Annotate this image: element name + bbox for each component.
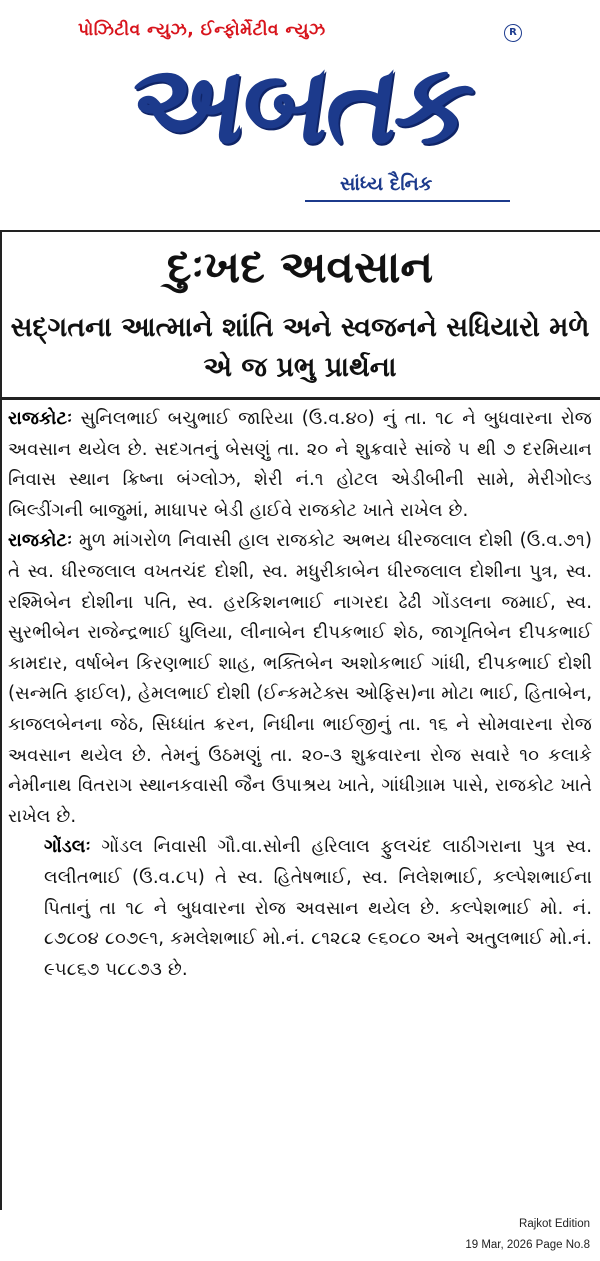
notice-text: ગોંડલ નિવાસી ગૌ.વા.સોની હરિલાલ ફુલચંદ લાઠીગરાના પુત્ર સ્વ. લલીતભાઈ (ઉ.વ.૮૫) તે સ્વ. હિતેષભાઈ, સ્વ. નિલેશભાઈ, કલ્પેશભાઈના પિતાનું તા ૧૮ ને બુધવારના રોજ અવસાન થયેલ છે. કલ્પેશભાઈ મો. નં. ૮૭૮૦૪ ૮૦૭૯૧, કમલેશભાઈ મો.નં. ૮૧૨૮૨ ૯૬૦૮૦ અને અતુલભાઈ મો.નં. ૯૫૮૬૭ ૫૮૮૭૩ છે. (44, 836, 592, 980)
tagline: પોઝિટીવ ન્યુઝ, ઈન્ફોર્મેટીવ ન્યુઝ (78, 20, 326, 40)
page-subtitle: સદ્ગતના આત્માને શાંતિ અને સ્વજનને સધિયારો મળે એ જ પ્રભુ પ્રાર્થના (10, 312, 590, 383)
edition-type: સાંધ્ય દૈનિક (340, 173, 433, 195)
newspaper-logo: અબતક (121, 40, 479, 168)
notice-item (8, 404, 592, 526)
registered-trademark-icon: R (504, 24, 522, 42)
edition-label: Rajkot Edition (519, 1218, 590, 1230)
notice-text: સુનિલભાઈ બચુભાઈ જારિયા (ઉ.વ.૪૦) નું તા. ૧૮ ને બુધવારના રોજ અવસાન થયેલ છે. સદગતનું બેસણું તા. ૨૦ ને શુક્રવારે સાંજે ૫ થી ૭ દરમિયાન નિવાસ સ્થાન ક્રિષ્ના બંગ્લોઝ, શેરી નં.૧ હોટલ એડીબીની સામે, મેરીગોલ્ડ બિલ્ડીંગની બાજુમાં, માધાપર બેડી હાઈવે રાજકોટ ખાતે રાખેલ છે. (8, 408, 592, 521)
masthead (0, 0, 600, 225)
notice-text: મુળ માંગરોળ નિવાસી હાલ રાજકોટ અભય ધીરજલાલ દોશી (ઉ.વ.૭૧) તે સ્વ. ધીરજલાલ વખતચંદ દોશી, સ્વ. મધુરીકાબેન ધીરજલાલ દોશીના પુત્ર, સ્વ. રશ્મિબેન દોશીના પતિ, સ્વ. હરકિશનભાઈ નાગરદા ઢેઢી ગોંડલના જમાઈ, સ્વ. સુરભીબેન રાજેન્દ્રભાઈ ધુલિયા, લીનાબેન દીપકભાઈ શેઠ, જાગૃતિબેન દીપકભાઈ કામદાર, વર્ષાબેન કિરણભાઈ શાહ, ભક્તિબેન અશોકભાઈ ગાંધી, દીપકભાઈ દોશી (સન્મતિ ફાઈલ), હેમલભાઈ દોશી (ઈન્કમટેક્સ ઓફિસ)ના મોટા ભાઈ, હિતાબેન, કાજલબેનના જેઠ, સિધ્ધાંત ક્રરન, નિધીના ભાઈજીનું તા. ૧૬ ને સોમવારના રોજ અવસાન થયેલ છે. તેમનું ઉઠમણું તા. ૨૦-૩ શુક્રવારના રોજ સવારે ૧૦ કલાકે નેમીનાથ વિતરાગ સ્થાનકવાસી જૈન ઉપાશ્રય ખાતે, ગાંધીગ્રામ પાસે, રાજકોટ ખાતે રાખેલ છે. (8, 530, 592, 827)
notice-item (8, 526, 592, 832)
logo-underline (305, 200, 510, 202)
divider (0, 397, 600, 400)
page-title: દુઃખદ અવસાન (166, 242, 434, 293)
notice-item (8, 832, 592, 985)
notice-place: રાજકોટઃ (8, 530, 73, 552)
notice-list (8, 404, 592, 985)
notice-place: ગોંડલઃ (44, 836, 91, 858)
date-page-label: 19 Mar, 2026 Page No.8 (465, 1239, 590, 1251)
notice-place: રાજકોટઃ (8, 408, 73, 429)
